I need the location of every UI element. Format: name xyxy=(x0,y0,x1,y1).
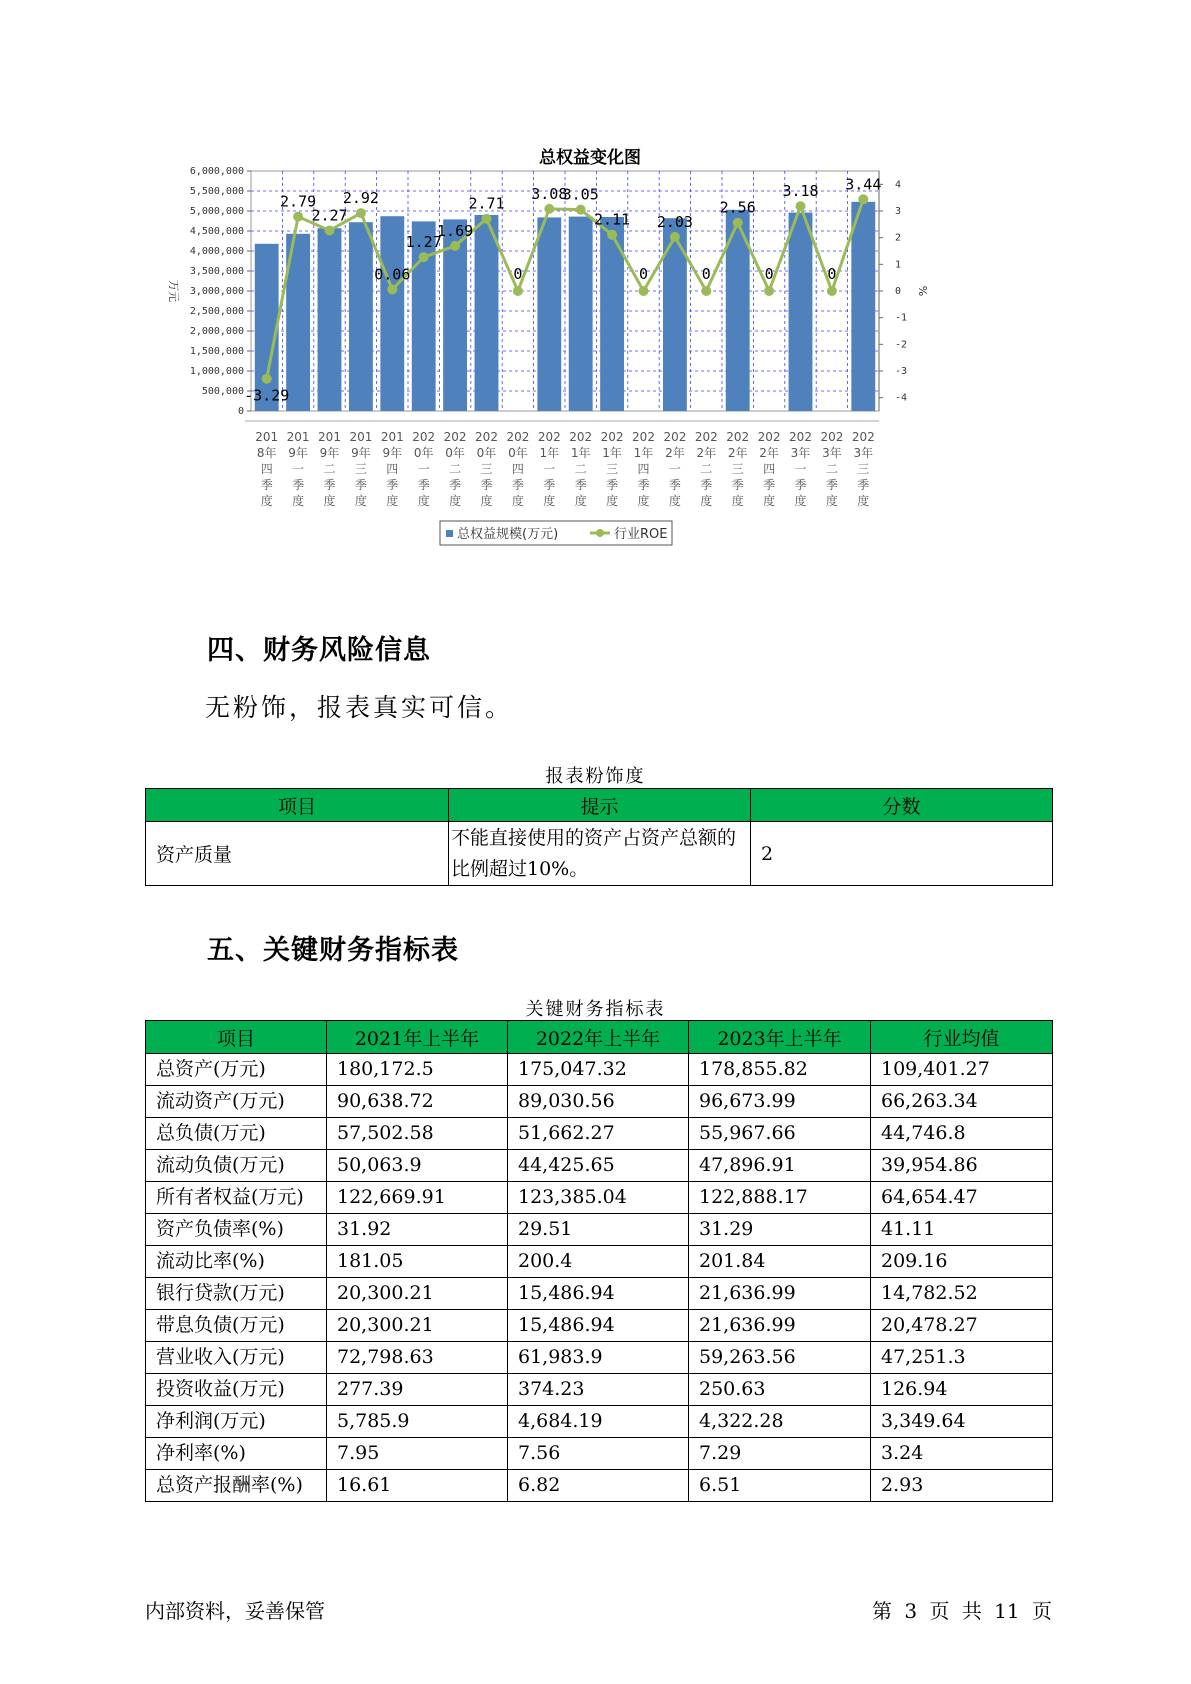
x-tick-label: 季 xyxy=(700,478,713,492)
x-tick-label: 四 xyxy=(511,462,524,476)
x-tick-label: 四 xyxy=(763,462,776,476)
y-tick-label: 4,500,000 xyxy=(189,226,244,237)
kpi-value-cell: 21,636.99 xyxy=(689,1278,871,1310)
kpi-value-cell: 16.61 xyxy=(327,1470,508,1502)
x-tick-label: 季 xyxy=(606,478,619,492)
table-row xyxy=(146,1342,1053,1374)
x-tick-label: 季 xyxy=(825,478,838,492)
x-tick-label: 202 xyxy=(789,430,812,444)
table-row xyxy=(146,1374,1053,1406)
point-industry-roe xyxy=(607,230,617,240)
x-tick-label: 度 xyxy=(637,494,650,508)
data-label-roe: 3.05 xyxy=(562,185,599,204)
y-tick-label: 2,000,000 xyxy=(189,326,244,337)
x-tick-label: 3年 xyxy=(822,446,842,460)
x-tick-label: 201 xyxy=(286,430,310,444)
x-tick-label: 度 xyxy=(543,494,556,508)
kpi-value-cell: 20,478.27 xyxy=(871,1310,1053,1342)
data-label-roe: 2.11 xyxy=(594,210,631,229)
x-tick-label: 季 xyxy=(543,478,556,492)
kpi-value-cell: 44,425.65 xyxy=(508,1150,689,1182)
table-row xyxy=(146,1214,1053,1246)
y-tick-label: 2,500,000 xyxy=(189,306,244,317)
x-tick-label: 度 xyxy=(480,494,493,508)
point-industry-roe xyxy=(858,194,868,204)
x-tick-label: 度 xyxy=(794,494,807,508)
bar-total-equity xyxy=(475,215,499,411)
x-tick-label: 1年 xyxy=(570,446,591,460)
x-tick-label: 二 xyxy=(323,462,336,476)
x-tick-label: 度 xyxy=(511,494,524,508)
kpi-value-cell: 96,673.99 xyxy=(689,1086,871,1118)
x-tick-label: 季 xyxy=(292,478,305,492)
data-label-roe: 2.92 xyxy=(342,189,379,208)
kpi-value-cell: 3,349.64 xyxy=(871,1406,1053,1438)
table-row xyxy=(146,1182,1053,1214)
y2-tick-label: 4 xyxy=(895,179,902,191)
legend-label-line: 行业ROE xyxy=(614,527,668,542)
x-tick-label: 202 xyxy=(506,430,530,444)
x-tick-label: 二 xyxy=(449,462,462,476)
kpi-value-cell: 122,888.17 xyxy=(689,1182,871,1214)
kpi-value-cell: 126.94 xyxy=(871,1374,1053,1406)
kpi-value-cell: 5,785.9 xyxy=(327,1406,508,1438)
point-industry-roe xyxy=(450,241,460,251)
x-tick-label: 三 xyxy=(480,462,493,476)
kpi-value-cell: 15,486.94 xyxy=(508,1278,689,1310)
x-tick-label: 度 xyxy=(700,494,713,508)
bar-total-equity xyxy=(380,216,404,411)
kpi-item-cell: 总资产(万元) xyxy=(146,1054,327,1086)
bar-total-equity xyxy=(569,217,593,411)
kpi-value-cell: 20,300.21 xyxy=(327,1310,508,1342)
x-tick-label: 202 xyxy=(600,430,624,444)
section-5-heading: 五、关键财务指标表 xyxy=(207,935,459,966)
x-tick-label: 一 xyxy=(668,462,681,476)
x-tick-label: 度 xyxy=(606,494,619,508)
x-tick-label: 202 xyxy=(694,430,718,444)
kpi-value-cell: 122,669.91 xyxy=(327,1182,508,1214)
x-tick-label: 二 xyxy=(574,462,587,476)
kpi-value-cell: 31.92 xyxy=(327,1214,508,1246)
kpi-header-2023: 2023年上半年 xyxy=(689,1021,871,1054)
bar-total-equity xyxy=(789,213,813,411)
kpi-value-cell: 29.51 xyxy=(508,1214,689,1246)
x-tick-label: 9年 xyxy=(382,446,403,460)
point-industry-roe xyxy=(513,286,523,296)
kpi-value-cell: 2.93 xyxy=(871,1470,1053,1502)
kpi-value-cell: 21,636.99 xyxy=(689,1310,871,1342)
bar-total-equity xyxy=(663,218,687,411)
kpi-value-cell: 14,782.52 xyxy=(871,1278,1053,1310)
table-row xyxy=(146,822,1053,886)
x-tick-label: 一 xyxy=(794,462,807,476)
risk-item-cell: 资产质量 xyxy=(146,822,449,886)
risk-header-hint: 提示 xyxy=(449,789,751,822)
y2-axis-title: % xyxy=(916,285,929,297)
y-tick-label: 500,000 xyxy=(201,386,244,397)
x-tick-label: 202 xyxy=(851,430,875,444)
x-tick-label: 季 xyxy=(763,478,776,492)
data-label-roe: 0 xyxy=(764,265,774,283)
y2-tick-label: 0 xyxy=(895,286,902,297)
kpi-value-cell: 64,654.47 xyxy=(871,1182,1053,1214)
x-tick-label: 季 xyxy=(323,478,336,492)
x-tick-label: 2年 xyxy=(696,446,717,460)
x-tick-label: 2年 xyxy=(759,446,779,460)
y-tick-label: 0 xyxy=(237,406,244,417)
risk-hint-cell: 不能直接使用的资产占资产总额的比例超过10%。 xyxy=(449,822,751,886)
kpi-value-cell: 178,855.82 xyxy=(689,1054,871,1086)
x-tick-label: 度 xyxy=(574,494,587,508)
point-industry-roe xyxy=(733,218,743,228)
point-industry-roe xyxy=(576,205,586,215)
data-label-roe: 3.18 xyxy=(782,182,819,201)
kpi-value-cell: 47,896.91 xyxy=(689,1150,871,1182)
kpi-value-cell: 59,263.56 xyxy=(689,1342,871,1374)
kpi-header-item: 项目 xyxy=(146,1021,327,1054)
data-label-roe: 2.27 xyxy=(311,206,348,225)
x-tick-label: 0年 xyxy=(413,446,434,460)
x-tick-label: 季 xyxy=(668,478,681,492)
risk-table xyxy=(145,788,1053,886)
x-tick-label: 0年 xyxy=(476,446,497,460)
kpi-value-cell: 89,030.56 xyxy=(508,1086,689,1118)
x-tick-label: 201 xyxy=(380,430,404,444)
data-label-roe: 0 xyxy=(827,265,837,283)
x-tick-label: 三 xyxy=(731,462,744,476)
x-tick-label: 季 xyxy=(354,478,367,492)
x-tick-label: 202 xyxy=(663,430,687,444)
point-industry-roe xyxy=(670,232,680,242)
x-tick-label: 202 xyxy=(757,430,781,444)
x-tick-label: 度 xyxy=(323,494,336,508)
x-tick-label: 四 xyxy=(260,462,273,476)
x-tick-label: 度 xyxy=(731,494,744,508)
risk-score-cell: 2 xyxy=(751,822,1053,886)
kpi-item-cell: 带息负债(万元) xyxy=(146,1310,327,1342)
risk-table-caption: 报表粉饰度 xyxy=(545,766,646,787)
y2-tick-label: -2 xyxy=(895,339,908,351)
kpi-item-cell: 流动负债(万元) xyxy=(146,1150,327,1182)
kpi-header-2022: 2022年上半年 xyxy=(508,1021,689,1054)
kpi-item-cell: 资产负债率(%) xyxy=(146,1214,327,1246)
x-tick-label: 度 xyxy=(260,494,273,508)
section-4-heading: 四、财务风险信息 xyxy=(207,635,431,666)
data-label-roe: 2.71 xyxy=(468,194,505,213)
x-tick-label: 度 xyxy=(763,494,776,508)
data-label-roe: 2.03 xyxy=(656,212,693,231)
x-tick-label: 季 xyxy=(731,478,744,492)
data-label-roe: -3.29 xyxy=(244,386,290,405)
table-row xyxy=(146,1246,1053,1278)
kpi-header-2021: 2021年上半年 xyxy=(327,1021,508,1054)
data-label-roe: 2.56 xyxy=(719,198,756,217)
kpi-item-cell: 流动比率(%) xyxy=(146,1246,327,1278)
x-tick-label: 1年 xyxy=(602,446,622,460)
y2-tick-label: -4 xyxy=(895,392,908,404)
kpi-table-body xyxy=(146,1054,1053,1502)
x-tick-label: 一 xyxy=(292,462,305,476)
data-label-roe: 0 xyxy=(701,265,711,283)
data-label-roe: 0 xyxy=(513,265,523,283)
kpi-item-cell: 总负债(万元) xyxy=(146,1118,327,1150)
kpi-value-cell: 123,385.04 xyxy=(508,1182,689,1214)
kpi-value-cell: 6.51 xyxy=(689,1470,871,1502)
x-tick-label: 201 xyxy=(255,430,279,444)
risk-header-score: 分数 xyxy=(751,789,1053,822)
point-industry-roe xyxy=(262,374,272,384)
x-tick-label: 一 xyxy=(417,462,430,476)
kpi-item-cell: 净利润(万元) xyxy=(146,1406,327,1438)
y2-tick-label: 2 xyxy=(895,232,902,244)
y2-tick-label: -3 xyxy=(895,366,908,377)
x-tick-label: 201 xyxy=(349,430,373,444)
x-tick-label: 季 xyxy=(386,478,399,492)
x-tick-label: 9年 xyxy=(319,446,340,460)
x-tick-label: 四 xyxy=(386,462,399,476)
x-tick-label: 度 xyxy=(354,494,367,508)
chart-canvas xyxy=(150,135,1030,595)
risk-header-item: 项目 xyxy=(146,789,449,822)
x-tick-label: 3年 xyxy=(853,446,874,460)
kpi-value-cell: 109,401.27 xyxy=(871,1054,1053,1086)
data-label-roe: 2.79 xyxy=(280,192,317,211)
y-axis-title: 万元 xyxy=(167,280,180,302)
kpi-value-cell: 66,263.34 xyxy=(871,1086,1053,1118)
kpi-value-cell: 61,983.9 xyxy=(508,1342,689,1374)
point-industry-roe xyxy=(764,286,774,296)
x-tick-label: 季 xyxy=(574,478,587,492)
table-row xyxy=(146,1406,1053,1438)
data-label-roe: 3.44 xyxy=(845,175,882,194)
footer-confidential: 内部资料，妥善保管 xyxy=(145,1599,325,1623)
y2-tick-label: -1 xyxy=(895,312,908,324)
point-industry-roe xyxy=(482,214,492,224)
x-tick-label: 9年 xyxy=(351,446,371,460)
x-tick-label: 202 xyxy=(632,430,655,444)
kpi-value-cell: 50,063.9 xyxy=(327,1150,508,1182)
x-tick-label: 202 xyxy=(569,430,593,444)
kpi-value-cell: 55,967.66 xyxy=(689,1118,871,1150)
kpi-value-cell: 57,502.58 xyxy=(327,1118,508,1150)
kpi-value-cell: 15,486.94 xyxy=(508,1310,689,1342)
kpi-value-cell: 7.29 xyxy=(689,1438,871,1470)
x-tick-label: 度 xyxy=(417,494,430,508)
y-tick-label: 6,000,000 xyxy=(189,166,244,177)
kpi-table xyxy=(145,1020,1053,1502)
x-tick-label: 季 xyxy=(260,478,273,492)
kpi-header-industry-avg: 行业均值 xyxy=(871,1021,1053,1054)
kpi-item-cell: 银行贷款(万元) xyxy=(146,1278,327,1310)
x-tick-label: 202 xyxy=(537,430,561,444)
kpi-value-cell: 90,638.72 xyxy=(327,1086,508,1118)
kpi-value-cell: 39,954.86 xyxy=(871,1150,1053,1182)
x-tick-label: 3年 xyxy=(790,446,811,460)
x-tick-label: 9年 xyxy=(288,446,308,460)
kpi-value-cell: 4,684.19 xyxy=(508,1406,689,1438)
x-tick-label: 度 xyxy=(449,494,462,508)
kpi-value-cell: 374.23 xyxy=(508,1374,689,1406)
x-tick-label: 季 xyxy=(417,478,430,492)
kpi-item-cell: 净利率(%) xyxy=(146,1438,327,1470)
x-tick-label: 度 xyxy=(292,494,305,508)
kpi-item-cell: 投资收益(万元) xyxy=(146,1374,327,1406)
kpi-value-cell: 7.95 xyxy=(327,1438,508,1470)
x-tick-label: 2年 xyxy=(727,446,748,460)
kpi-value-cell: 31.29 xyxy=(689,1214,871,1246)
x-tick-label: 三 xyxy=(857,462,870,476)
table-row xyxy=(146,1118,1053,1150)
x-tick-label: 季 xyxy=(480,478,493,492)
point-industry-roe xyxy=(356,208,366,218)
chart-title: 总权益变化图 xyxy=(539,148,641,168)
point-industry-roe xyxy=(419,252,429,262)
y2-tick-label: 1 xyxy=(895,259,902,271)
section-4-text: 无粉饰，报表真实可信。 xyxy=(205,693,514,722)
x-tick-label: 0年 xyxy=(508,446,528,460)
x-tick-label: 0年 xyxy=(445,446,465,460)
y-tick-label: 3,500,000 xyxy=(189,266,244,277)
x-tick-label: 四 xyxy=(637,462,650,476)
x-tick-label: 202 xyxy=(820,430,844,444)
point-industry-roe xyxy=(293,212,303,222)
y-tick-label: 4,000,000 xyxy=(189,246,244,257)
kpi-value-cell: 4,322.28 xyxy=(689,1406,871,1438)
x-tick-label: 度 xyxy=(386,494,399,508)
legend-swatch-point xyxy=(596,529,604,537)
bar-total-equity xyxy=(851,202,875,411)
y2-tick-label: 3 xyxy=(895,206,902,217)
table-row xyxy=(146,1438,1053,1470)
bar-total-equity xyxy=(349,222,373,411)
table-row xyxy=(146,1278,1053,1310)
point-industry-roe xyxy=(827,286,837,296)
x-tick-label: 季 xyxy=(794,478,807,492)
bar-total-equity xyxy=(537,217,561,411)
kpi-table-header xyxy=(146,1021,1053,1054)
kpi-item-cell: 总资产报酬率(%) xyxy=(146,1470,327,1502)
kpi-value-cell: 180,172.5 xyxy=(327,1054,508,1086)
data-label-roe: 0 xyxy=(638,265,649,283)
kpi-value-cell: 3.24 xyxy=(871,1438,1053,1470)
kpi-value-cell: 181.05 xyxy=(327,1246,508,1278)
y-tick-label: 3,000,000 xyxy=(189,286,244,297)
table-row xyxy=(146,1086,1053,1118)
risk-table-header xyxy=(146,789,1053,822)
kpi-value-cell: 175,047.32 xyxy=(508,1054,689,1086)
x-tick-label: 三 xyxy=(606,462,619,476)
x-tick-label: 202 xyxy=(443,430,467,444)
footer-page-number: 第 3 页 共 11 页 xyxy=(872,1599,1052,1623)
table-row xyxy=(146,1310,1053,1342)
kpi-value-cell: 250.63 xyxy=(689,1374,871,1406)
kpi-item-cell: 所有者权益(万元) xyxy=(146,1182,327,1214)
data-label-roe: 0.06 xyxy=(374,265,411,284)
x-tick-label: 一 xyxy=(543,462,556,476)
point-industry-roe xyxy=(796,201,806,211)
x-tick-label: 1年 xyxy=(633,446,654,460)
y-tick-label: 5,000,000 xyxy=(189,206,244,217)
y-tick-label: 5,500,000 xyxy=(189,186,244,197)
point-industry-roe xyxy=(701,286,711,296)
y-tick-label: 1,000,000 xyxy=(189,366,244,377)
kpi-value-cell: 41.11 xyxy=(871,1214,1053,1246)
x-tick-label: 度 xyxy=(668,494,681,508)
x-tick-label: 2年 xyxy=(665,446,685,460)
x-tick-label: 201 xyxy=(318,430,341,444)
x-tick-label: 度 xyxy=(857,494,870,508)
kpi-value-cell: 277.39 xyxy=(327,1374,508,1406)
table-row xyxy=(146,1470,1053,1502)
kpi-value-cell: 201.84 xyxy=(689,1246,871,1278)
x-tick-label: 季 xyxy=(857,478,870,492)
data-label-roe: 3.08 xyxy=(531,184,568,203)
point-industry-roe xyxy=(387,284,397,294)
table-row xyxy=(146,1054,1053,1086)
legend-label-bar: 总权益规模(万元) xyxy=(457,527,559,542)
y-tick-label: 1,500,000 xyxy=(189,346,244,357)
kpi-value-cell: 47,251.3 xyxy=(871,1342,1053,1374)
kpi-value-cell: 6.82 xyxy=(508,1470,689,1502)
x-tick-label: 202 xyxy=(726,430,750,444)
point-industry-roe xyxy=(325,225,335,235)
x-tick-label: 8年 xyxy=(256,446,277,460)
kpi-value-cell: 72,798.63 xyxy=(327,1342,508,1374)
x-tick-label: 二 xyxy=(825,462,838,476)
data-label-roe: 1.69 xyxy=(437,221,474,240)
x-tick-label: 1年 xyxy=(539,446,560,460)
equity-chart xyxy=(150,135,1030,595)
bar-total-equity xyxy=(600,217,624,411)
x-tick-label: 二 xyxy=(700,462,713,476)
x-tick-label: 季 xyxy=(449,478,462,492)
kpi-value-cell: 200.4 xyxy=(508,1246,689,1278)
bar-total-equity xyxy=(318,228,342,411)
kpi-item-cell: 流动资产(万元) xyxy=(146,1086,327,1118)
x-tick-label: 季 xyxy=(637,478,650,492)
x-tick-label: 202 xyxy=(475,430,498,444)
x-tick-label: 三 xyxy=(354,462,367,476)
x-tick-label: 202 xyxy=(412,430,436,444)
table-row xyxy=(146,1150,1053,1182)
legend-swatch-bar xyxy=(446,530,453,537)
kpi-table-caption: 关键财务指标表 xyxy=(525,999,666,1020)
kpi-value-cell: 209.16 xyxy=(871,1246,1053,1278)
data-label-roe: 1.27 xyxy=(405,233,442,252)
x-tick-label: 季 xyxy=(511,478,524,492)
kpi-value-cell: 7.56 xyxy=(508,1438,689,1470)
kpi-value-cell: 20,300.21 xyxy=(327,1278,508,1310)
point-industry-roe xyxy=(639,286,649,296)
point-industry-roe xyxy=(544,204,554,214)
x-tick-label: 度 xyxy=(825,494,838,508)
kpi-value-cell: 51,662.27 xyxy=(508,1118,689,1150)
kpi-item-cell: 营业收入(万元) xyxy=(146,1342,327,1374)
kpi-value-cell: 44,746.8 xyxy=(871,1118,1053,1150)
